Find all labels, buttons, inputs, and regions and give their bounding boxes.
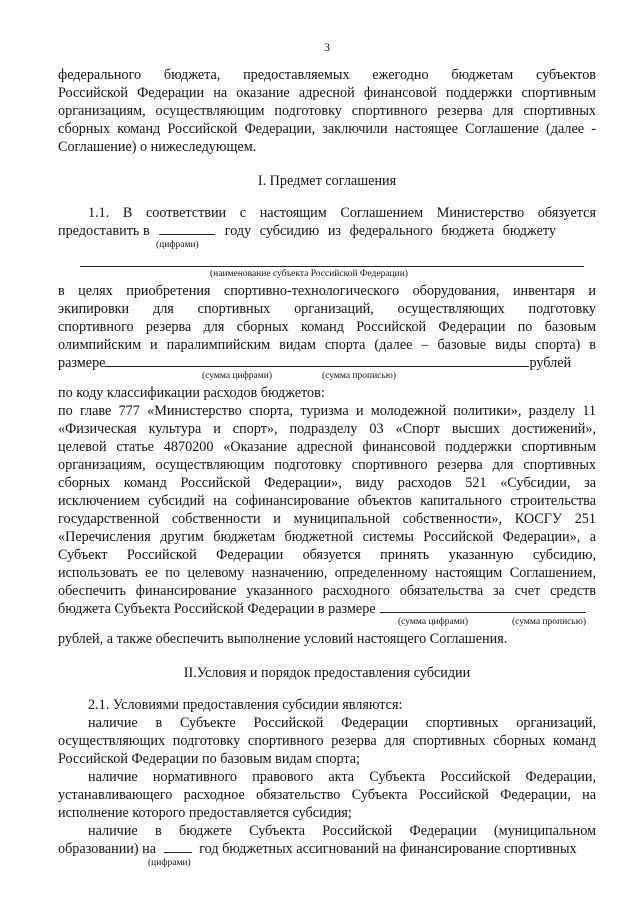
- caption-digits: (цифрами): [148, 858, 191, 868]
- page-number: 3: [324, 40, 330, 54]
- amount-line: [58, 354, 596, 372]
- cond3-line2: [58, 840, 596, 858]
- class-line: организациям, осуществляющим подготовку спортивного резерва для спортивных: [58, 457, 596, 473]
- cond-line: исполнение которого предоставляется субсидия;: [58, 805, 352, 821]
- caption-sum-words: (сумма прописью): [322, 371, 396, 381]
- class-line: по главе 777 «Министерство спорта, туризма и молодежной политики», разделу 11: [58, 403, 596, 419]
- year-blank: [159, 222, 215, 235]
- p11-line: 1.1. В соответствии с настоящим Соглашением Министерство обязуется: [88, 205, 596, 221]
- class-line: сборных команд Российской Федерации», виду расходов 521 «Субсидии, за: [58, 475, 596, 491]
- p11-text: предоставить в: [58, 223, 150, 239]
- intro-line: организациям, осуществляющим подготовку спортивного резерва для спортивных: [58, 103, 596, 119]
- intro-line: Российской Федерации на оказание адресной финансовой поддержки спортивным: [58, 85, 596, 101]
- subject-line: [80, 266, 584, 267]
- amount-label: размере: [58, 355, 106, 371]
- budget-text: бюджета Субъекта Российской Федерации в размере: [58, 601, 376, 617]
- p11-line2: [58, 222, 596, 240]
- code-line: по коду классификации расходов бюджетов:: [58, 385, 325, 401]
- p21-heading: 2.1. Условиями предоставления субсидии являются:: [88, 697, 403, 713]
- cond3-text: год бюджетных ассигнований на финансирование спортивных: [199, 841, 577, 857]
- section-1-title: I. Предмет соглашения: [257, 173, 397, 189]
- intro-line: сборных команд Российской Федерации, заключили настоящее Соглашение (далее -: [58, 121, 596, 137]
- intro-line: федерального бюджета, предоставляемых ежегодно бюджетам субъектов: [58, 67, 596, 83]
- purpose-line: в целях приобретения спортивно-технологического оборудования, инвентаря и: [58, 283, 596, 299]
- p11-text: году субсидию из федерального бюджета бюджету: [224, 223, 557, 239]
- caption-sum-digits: (сумма цифрами): [398, 617, 468, 627]
- class-line: использовать ее по целевому назначению, определенному настоящим Соглашением,: [58, 565, 596, 581]
- purpose-line: спортивного резерва для сборных команд Российской Федерации по базовым: [58, 319, 596, 335]
- cond-line: осуществляющих подготовку спортивного резерва для спортивных сборных команд: [58, 733, 596, 749]
- class-line: обеспечить финансирование указанного расходного обязательства за счет средств: [58, 583, 596, 599]
- caption-subject: (наименование субъекта Российской Федерации): [210, 269, 408, 279]
- cond-line: устанавливающего расходное обязательство Субъекта Российской Федерации, на: [58, 787, 596, 803]
- intro-line: Соглашение) о нижеследующем.: [58, 139, 257, 155]
- caption-sum-words: (сумма прописью): [512, 617, 586, 627]
- year-blank: [164, 840, 192, 853]
- class-line: «Перечисления другим бюджетам бюджетной системы Российской Федерации», а: [58, 529, 596, 545]
- cond-line: наличие нормативного правового акта Субъекта Российской Федерации,: [88, 769, 596, 785]
- final-line: рублей, а также обеспечить выполнение условий настоящего Соглашения.: [58, 631, 508, 647]
- class-line: государственной собственности и муниципальной собственности», КОСГУ 251: [58, 511, 596, 527]
- class-line: Субъект Российской Федерации обязуется принять указанную субсидию,: [58, 547, 596, 563]
- amount-blank: [105, 354, 529, 367]
- budget-line: [58, 600, 596, 618]
- purpose-line: олимпийским и паралимпийским видам спорта (далее – базовые виды спорта) в: [58, 337, 596, 353]
- cond-line: Российской Федерации по базовым видам спорта;: [58, 751, 360, 767]
- caption-digits: (цифрами): [156, 240, 199, 250]
- purpose-line: экипировки для спортивных организаций, осуществляющих подготовку: [58, 301, 596, 317]
- class-line: «Физическая культура и спорт», подразделу 03 «Спорт высших достижений»,: [58, 421, 596, 437]
- cond-line: наличие в Субъекте Российской Федерации спортивных организаций,: [88, 715, 596, 731]
- amount-currency: рублей: [529, 355, 572, 371]
- section-2-title: II.Условия и порядок предоставления субсидии: [183, 665, 471, 681]
- class-line: исключением субсидий на софинансирование объектов капитального строительства: [58, 493, 596, 509]
- caption-sum-digits: (сумма цифрами): [202, 371, 272, 381]
- cond3-text: образовании) на: [58, 841, 157, 857]
- class-line: целевой статье 4870200 «Оказание адресной финансовой поддержки спортивным: [58, 439, 596, 455]
- cond-line: наличие в бюджете Субъекта Российской Федерации (муниципальном: [88, 823, 596, 839]
- budget-blank: [380, 600, 586, 613]
